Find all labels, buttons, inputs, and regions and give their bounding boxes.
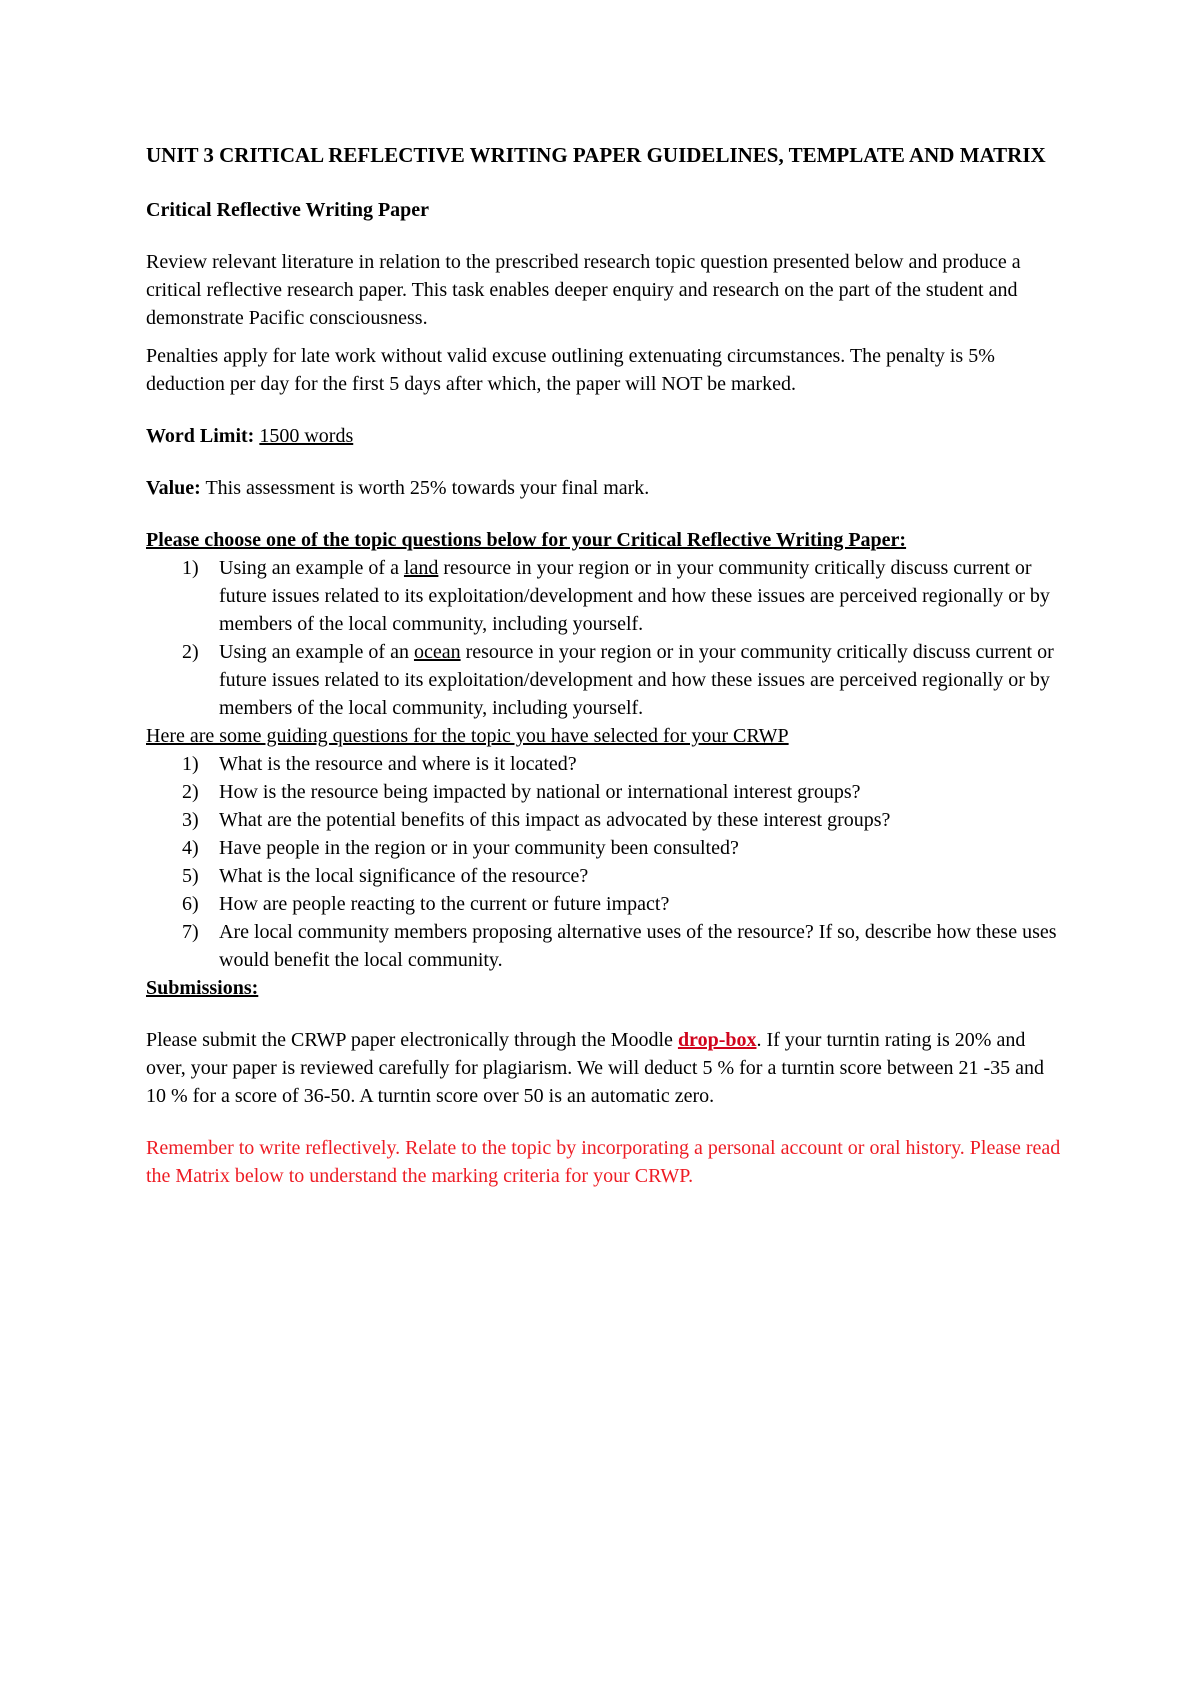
- list-number: 7): [182, 921, 199, 943]
- list-item: [146, 750, 1066, 778]
- list-number: 5): [182, 865, 199, 887]
- topic-text: resource in your region or in your community critically discuss current or future issues related to its exploitation/development and how these issues are perceived regionally or by members of the local community, including yourself.: [219, 641, 1054, 719]
- dropbox-link[interactable]: drop-box: [677, 1029, 757, 1051]
- topic-keyword: ocean: [413, 641, 461, 663]
- document-title: UNIT 3 CRITICAL REFLECTIVE WRITING PAPER GUIDELINES, TEMPLATE AND MATRIX: [146, 143, 1046, 167]
- guiding-text: What are the potential benefits of this impact as advocated by these interest groups?: [219, 809, 891, 831]
- guiding-text: Are local community members proposing alternative uses of the resource? If so, describe how these uses would benefit the local community.: [219, 921, 1057, 971]
- topic-text: resource in your region or in your community critically discuss current or future issues related to its exploitation/development and how these issues are perceived regionally or by members of the local community, including yourself.: [219, 557, 1050, 635]
- list-item: [146, 862, 1066, 890]
- guiding-text: Have people in the region or in your community been consulted?: [219, 837, 739, 859]
- guiding-text: How is the resource being impacted by national or international interest groups?: [219, 781, 861, 803]
- list-item: [146, 890, 1066, 918]
- list-item: [146, 778, 1066, 806]
- document-page: [146, 140, 1066, 1190]
- list-number: 6): [182, 893, 199, 915]
- list-number: 4): [182, 837, 199, 859]
- penalties-paragraph: Penalties apply for late work without valid excuse outlining extenuating circumstances. The penalty is 5% deduction per day for the first 5 days after which, the paper will NOT be marked.: [146, 345, 995, 395]
- list-item: [146, 806, 1066, 834]
- guiding-list: [146, 750, 1066, 974]
- submissions-heading: Submissions:: [146, 977, 259, 999]
- list-number: 2): [182, 781, 199, 803]
- submissions-paragraph: [146, 1026, 1066, 1110]
- topic-keyword: land: [403, 557, 439, 579]
- guiding-text: What is the local significance of the resource?: [219, 865, 589, 887]
- list-number: 2): [182, 641, 199, 663]
- list-item: [146, 554, 1066, 638]
- topic-text: Using an example of a: [219, 557, 404, 579]
- value-text: This assessment is worth 25% towards your final mark.: [205, 477, 650, 499]
- guiding-text: How are people reacting to the current or future impact?: [219, 893, 670, 915]
- list-item: [146, 918, 1066, 974]
- topics-heading: Please choose one of the topic questions below for your Critical Reflective Writing Paper:: [146, 529, 907, 551]
- list-number: 1): [182, 753, 199, 775]
- word-limit-line: [146, 422, 1066, 450]
- value-label: Value:: [146, 477, 201, 499]
- reminder-note: Remember to write reflectively. Relate to the topic by incorporating a personal account or oral history. Please read the Matrix below to understand the marking criteria for your CRWP.: [146, 1137, 1061, 1187]
- word-limit-label: Word Limit:: [146, 425, 255, 447]
- topic-list: [146, 554, 1066, 722]
- topic-text: Using an example of an: [219, 641, 414, 663]
- guiding-text: What is the resource and where is it located?: [219, 753, 577, 775]
- list-item: [146, 834, 1066, 862]
- list-item: [146, 638, 1066, 722]
- guiding-heading: Here are some guiding questions for the topic you have selected for your CRWP: [146, 725, 789, 747]
- list-number: 3): [182, 809, 199, 831]
- word-limit-value: 1500 words: [259, 425, 354, 447]
- section-heading: Critical Reflective Writing Paper: [146, 199, 430, 221]
- submissions-text: . If your turntin rating is 20% and over, your paper is reviewed carefully for plagiarism. We will deduct 5 % for a turntin score between 21 -35 and 10 % for a score of 36-50. A turntin score over 50 is an automatic zero.: [146, 1029, 1045, 1107]
- list-number: 1): [182, 557, 199, 579]
- submissions-text: Please submit the CRWP paper electronically through the Moodle: [146, 1029, 678, 1051]
- value-line: [146, 474, 1066, 502]
- intro-paragraph: Review relevant literature in relation to the prescribed research topic question presented below and produce a critical reflective research paper. This task enables deeper enquiry and research on the part of the student and demonstrate Pacific consciousness.: [146, 251, 1021, 329]
